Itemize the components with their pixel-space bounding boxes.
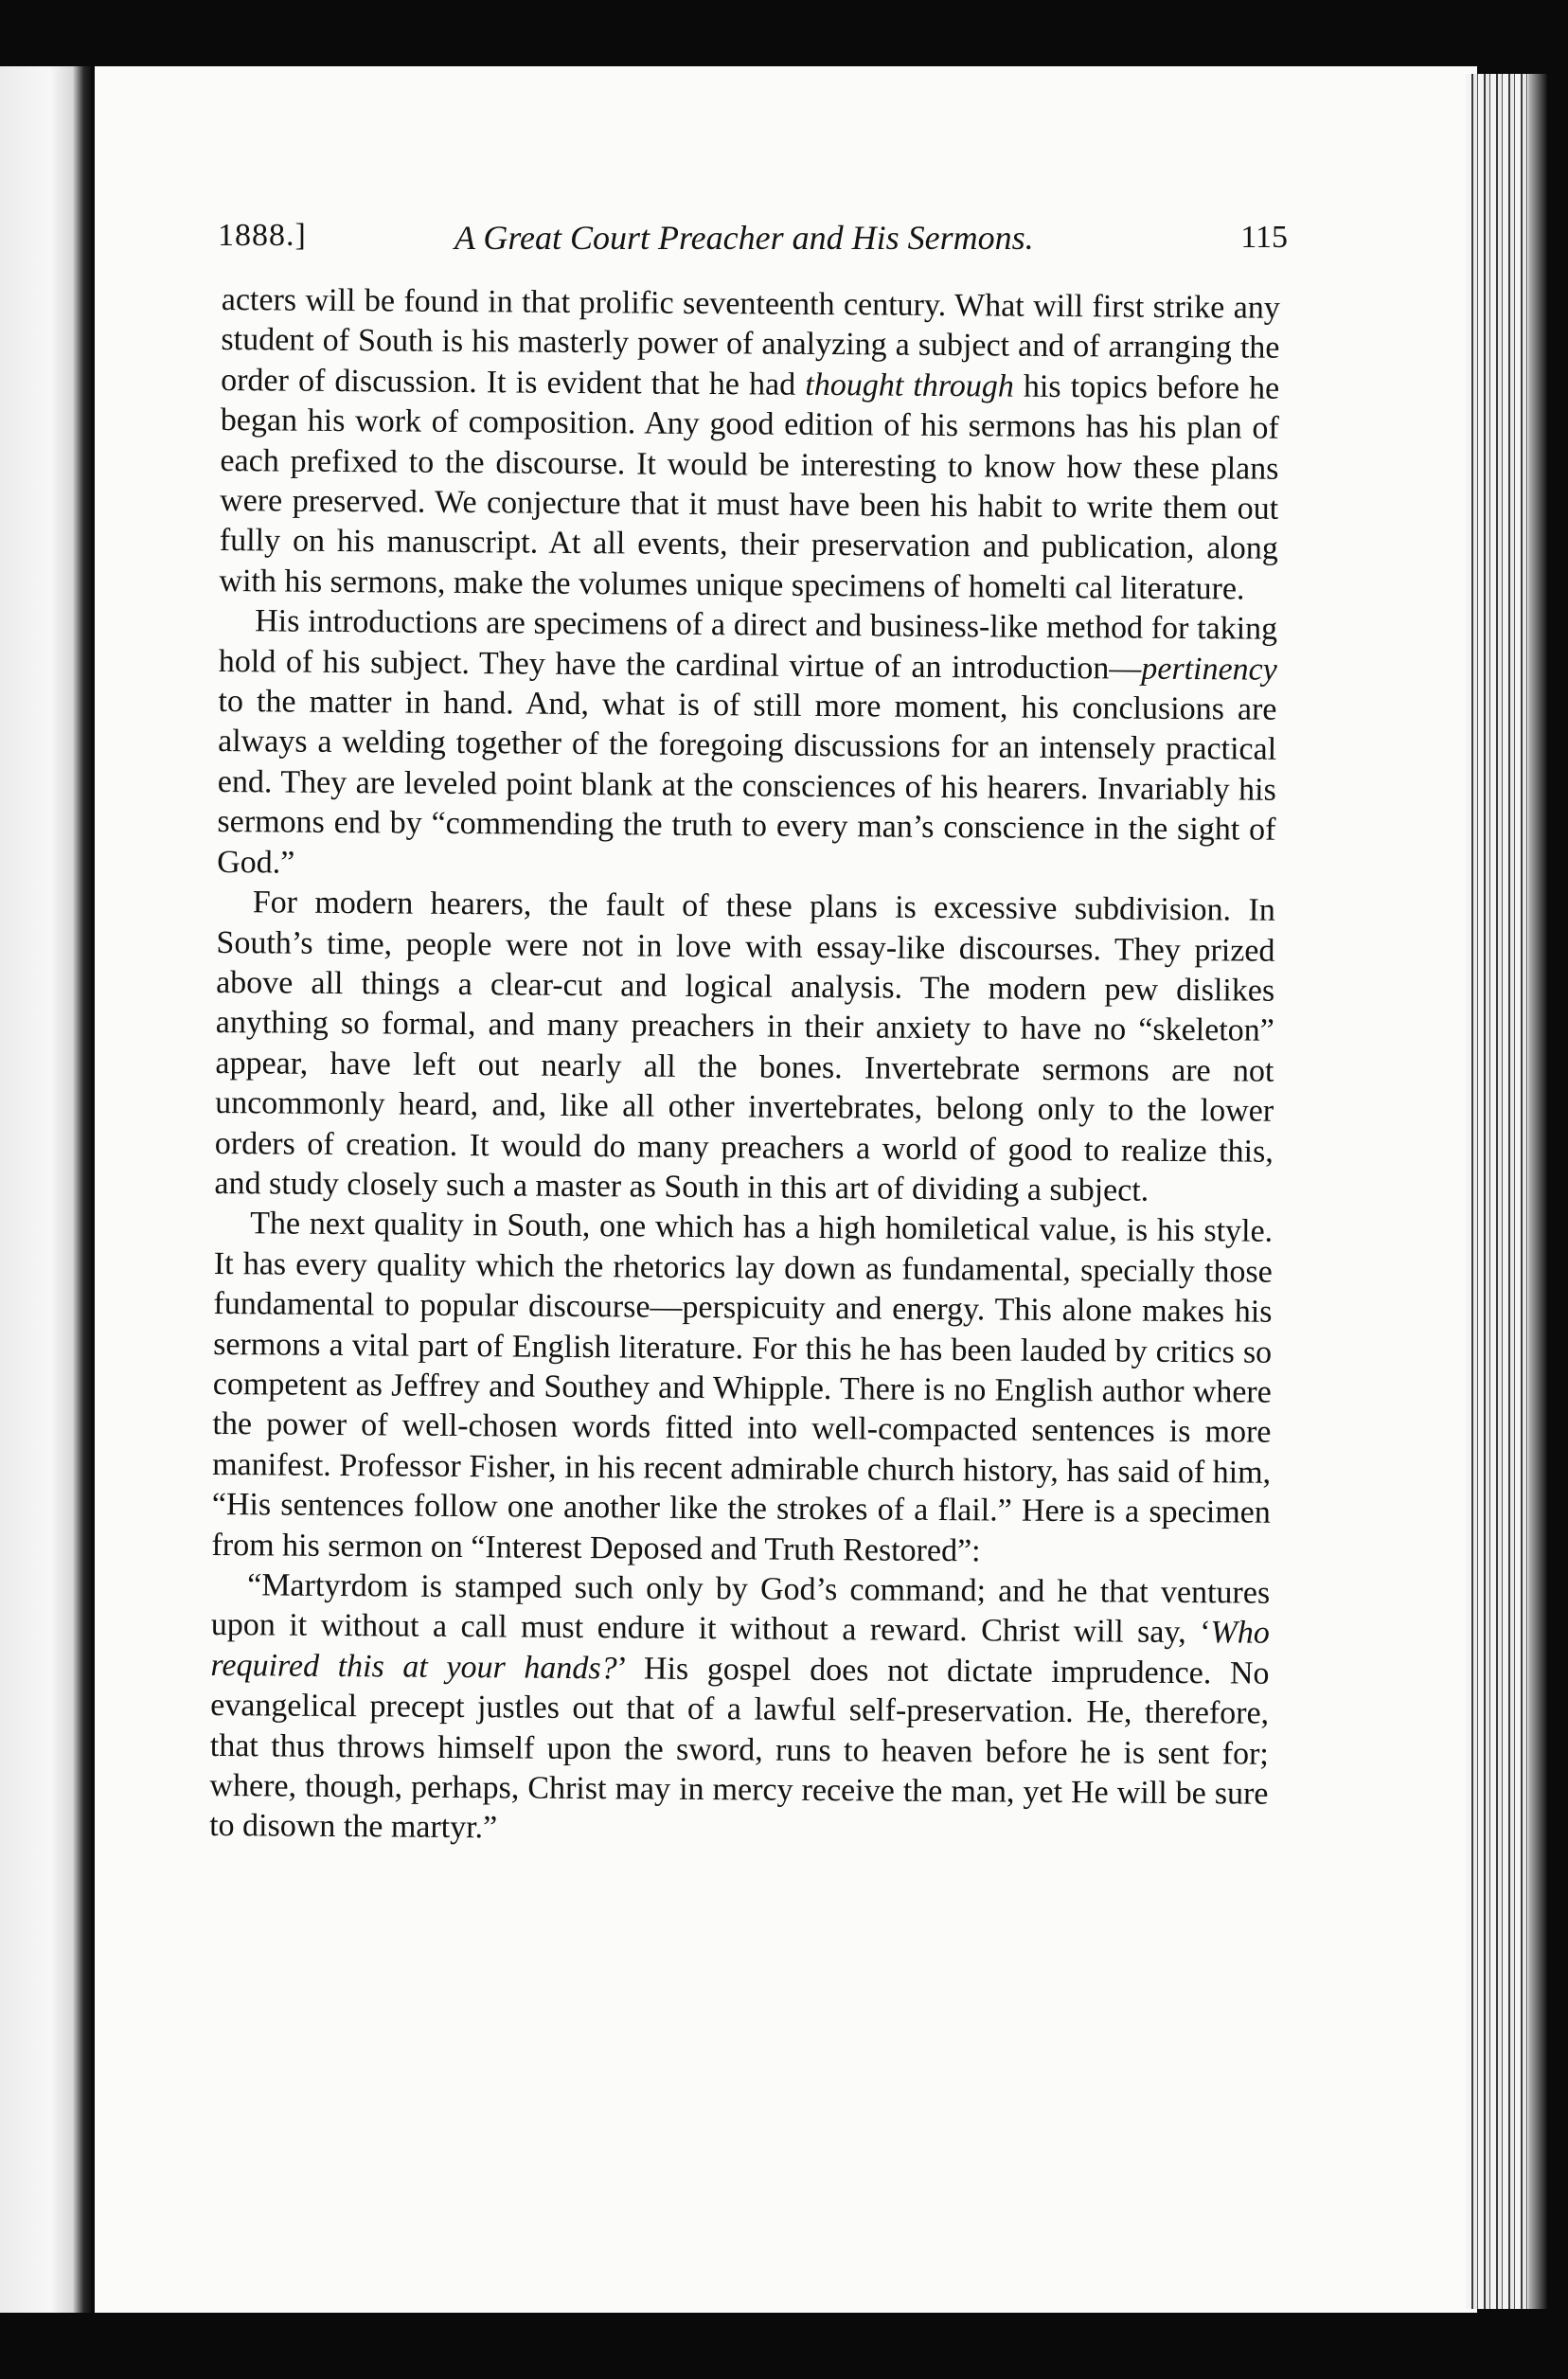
header-title: A Great Court Preacher and His Sermons.	[454, 219, 1034, 257]
paragraph-5-quotation: “Martyrdom is stamped such only by God’s command; and he that ventures upon it without a call must endure it without a reward. Christ will say, ‘Who required this at your hands?’ His gospel does not dictate imprudence. No evangelical precept justles out that of a lawful self-preservation. He, therefore, that thus throws himself upon the sword, runs to heaven before he is sent for; where, though, perhaps, Christ may in mercy receive the man, yet He will be sure to disown the martyr.”	[209, 1567, 1271, 1846]
page-number: 115	[1240, 220, 1288, 255]
paragraph-2: His introductions are specimens of a direct and business-like method for taking hold of his subject. They have the cardinal virtue of an introduction—pertinency to the matter in hand. And, what is of still more moment, his conclusions are always a welding together of the foregoing discussions for an intensely practical end. They are leveled point blank at the consciences of his hearers. Invariably his sermons end by “commending the truth to every man’s conscience in the sight of God.”	[217, 603, 1278, 881]
emphasis-thought-through: thought through	[805, 367, 1014, 404]
emphasis-pertinency: pertinency	[1141, 651, 1277, 688]
body-text	[209, 280, 1280, 1855]
page-edges	[1466, 74, 1547, 2309]
paragraph-1: acters will be found in that prolific seventeenth century. What will first strike any student of South is his masterly power of analyzing a subject and of arranging the order of discussion. It is evident that he had thought through his topics before he began his work of composition. Any good edition of his sermons has his plan of each prefixed to the discourse. It would be interesting to know how these plans were preserved. We conjecture that it must have been his habit to write them out fully on his manuscript. At all events, their preservation and publication, along with his sermons, make the volumes unique specimens of homelti cal literature.	[219, 281, 1280, 607]
facing-page-edge	[0, 66, 91, 2313]
paragraph-3: For modern hearers, the fault of these plans is excessive subdivision. In South’s time, people were not in love with essay-like discourses. They prized above all things a clear-cut and logical analysis. The modern pew dislikes anything so formal, and many preachers in their anxiety to have no “skeleton” appear, have left out nearly all the bones. Invertebrate sermons are not uncommonly heard, and, like all other invertebrates, belong only to the lower orders of creation. It would do many preachers a world of good to realize this, and study closely such a master as South in this art of dividing a subject.	[214, 885, 1275, 1208]
paragraph-4: The next quality in South, one which has a high homiletical value, is his style. It has every quality which the rhetorics lay down as fundamental, specially those fundamental to popular discourse—perspicuity and energy. This alone makes his sermons a vital part of English literature. For this he has been lauded by critics so competent as Jeffrey and Southey and Whipple. There is no English author where the power of well-chosen words fitted into well-compacted sentences is more manifest. Professor Fisher, in his recent admirable church history, has said of him, “His sentences follow one another like the strokes of a flail.” Here is a specimen from his sermon on “Interest Deposed and Truth Restored”:	[211, 1206, 1274, 1568]
running-head	[218, 210, 1288, 263]
emphasis-quotation: Who required this at your hands?	[210, 1615, 1270, 1687]
header-year: 1888.]	[218, 218, 307, 253]
